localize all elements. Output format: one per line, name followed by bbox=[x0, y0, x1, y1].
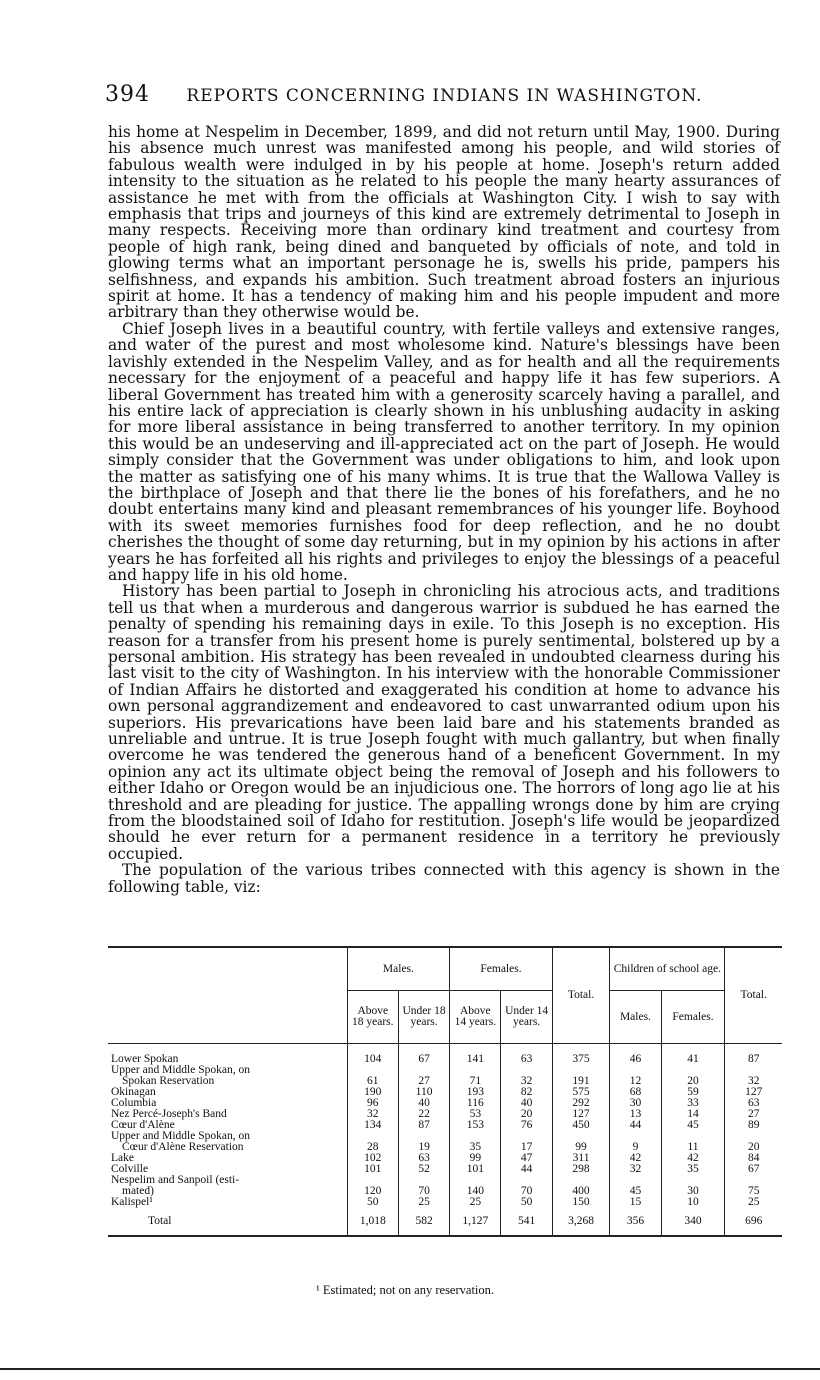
table-cell: 12 bbox=[610, 1076, 661, 1087]
table-cell: 42 bbox=[661, 1153, 725, 1164]
table-cell: 104 bbox=[347, 1044, 398, 1066]
table-cell: 89 bbox=[725, 1120, 782, 1131]
table-cell: 190 bbox=[347, 1087, 398, 1098]
table-cell: 59 bbox=[661, 1087, 725, 1098]
table-row bbox=[108, 1164, 782, 1175]
tribe-label: Nez Percé-Joseph's Band bbox=[111, 1109, 227, 1120]
tribe-label: Upper and Middle Spokan, on bbox=[111, 1065, 250, 1076]
table-cell: 141 bbox=[450, 1044, 501, 1066]
table-cell: 356 bbox=[610, 1208, 661, 1236]
tribe-label: Upper and Middle Spokan, on bbox=[111, 1131, 250, 1142]
table-cell: 50 bbox=[501, 1197, 552, 1208]
table-body bbox=[108, 1044, 782, 1237]
sub-header: Above 14 years. bbox=[450, 991, 501, 1044]
children-group-header: Children of school age. bbox=[610, 947, 725, 991]
table-cell: 25 bbox=[450, 1197, 501, 1208]
table-cell: 150 bbox=[552, 1197, 610, 1208]
table-cell: 30 bbox=[661, 1186, 725, 1197]
table-cell: 45 bbox=[610, 1186, 661, 1197]
table-cell: 127 bbox=[725, 1087, 782, 1098]
table-cell: 20 bbox=[661, 1076, 725, 1087]
table-cell: 27 bbox=[398, 1076, 449, 1087]
stub-header bbox=[108, 947, 347, 1044]
table-cell: 696 bbox=[725, 1208, 782, 1236]
table-cell: 120 bbox=[347, 1186, 398, 1197]
table-cell: 70 bbox=[501, 1186, 552, 1197]
table-cell: 30 bbox=[610, 1098, 661, 1109]
table-cell: 110 bbox=[398, 1087, 449, 1098]
running-header bbox=[105, 82, 795, 107]
table-cell: 52 bbox=[398, 1164, 449, 1175]
page-number: 394 bbox=[105, 82, 150, 107]
table-cell: 68 bbox=[610, 1087, 661, 1098]
tribe-label: Spokan Reservation bbox=[122, 1076, 215, 1087]
table-cell: 134 bbox=[347, 1120, 398, 1131]
sub-header: Above 18 years. bbox=[347, 991, 398, 1044]
table-cell: 298 bbox=[552, 1164, 610, 1175]
table-cell: 10 bbox=[661, 1197, 725, 1208]
bottom-rule bbox=[0, 1368, 820, 1370]
table-cell: 27 bbox=[725, 1109, 782, 1120]
table-cell: 575 bbox=[552, 1087, 610, 1098]
table-cell: 99 bbox=[552, 1142, 610, 1153]
tribe-label: Cœur d'Alène bbox=[111, 1120, 175, 1131]
paragraph: his home at Nespelim in December, 1899, and did not return until May, 1900. During his absence much unrest was manifested among his people, and wild stories of fabulous wealth were indulged in by his people at home. Joseph's return added intensity to the situation as he related to his people the many hearty assurances of assistance he met with from the officials at Washington City. I wish to say with emphasis that trips and journeys of this kind are extremely detrimental to Joseph in many respects. Receiving more than ordinary kind treatment and courtesy from people of high rank, being dined and banqueted by officials of note, and told in glowing terms what an important personage he is, swells his pride, pampers his selfishness, and expands his ambition. Such treatment abroad fosters an injurious spirit at home. It has a tendency of making him and his people impudent and more arbitrary than they otherwise would be. bbox=[108, 123, 780, 322]
total-row bbox=[108, 1208, 782, 1236]
table-cell: 13 bbox=[610, 1109, 661, 1120]
table-cell: 28 bbox=[347, 1142, 398, 1153]
table-cell: 9 bbox=[610, 1142, 661, 1153]
table-cell: 32 bbox=[725, 1076, 782, 1087]
table-cell: 75 bbox=[725, 1186, 782, 1197]
table-cell: 47 bbox=[501, 1153, 552, 1164]
table-cell: 53 bbox=[450, 1109, 501, 1120]
table-row bbox=[108, 1142, 782, 1153]
population-table bbox=[108, 946, 782, 1237]
body-text bbox=[108, 124, 780, 895]
sub-header: Males. bbox=[610, 991, 661, 1044]
total-header: Total. bbox=[552, 947, 610, 1044]
table-cell: 191 bbox=[552, 1076, 610, 1087]
sub-header: Under 14 years. bbox=[501, 991, 552, 1044]
table-cell: 45 bbox=[661, 1120, 725, 1131]
tribe-label: Colville bbox=[111, 1164, 149, 1175]
table-cell: 70 bbox=[398, 1186, 449, 1197]
table-cell: 67 bbox=[398, 1044, 449, 1066]
paragraph: The population of the various tribes connected with this agency is shown in the following table, viz: bbox=[108, 861, 780, 896]
table-cell: 102 bbox=[347, 1153, 398, 1164]
table-cell: 35 bbox=[450, 1142, 501, 1153]
table-cell: 340 bbox=[661, 1208, 725, 1236]
tribe-label: Nespelim and Sanpoil (esti- bbox=[111, 1175, 240, 1186]
table-cell: 44 bbox=[610, 1120, 661, 1131]
table-cell: 76 bbox=[501, 1120, 552, 1131]
tribe-label: Okinagan bbox=[111, 1087, 156, 1098]
table-row bbox=[108, 1076, 782, 1087]
table-cell: 82 bbox=[501, 1087, 552, 1098]
table-cell: 375 bbox=[552, 1044, 610, 1066]
table-cell: 153 bbox=[450, 1120, 501, 1131]
table-cell: 67 bbox=[725, 1164, 782, 1175]
total-label: Total bbox=[108, 1208, 347, 1236]
tribe-label: Kalispel¹ bbox=[111, 1197, 153, 1208]
table-cell: 61 bbox=[347, 1076, 398, 1087]
grand-total-header: Total. bbox=[725, 947, 782, 1044]
table-cell: 292 bbox=[552, 1098, 610, 1109]
table-cell: 42 bbox=[610, 1153, 661, 1164]
table-cell: 3,268 bbox=[552, 1208, 610, 1236]
tribe-label: Cœur d'Alène Reservation bbox=[122, 1142, 244, 1153]
table-row bbox=[108, 1131, 782, 1142]
males-group-header: Males. bbox=[347, 947, 450, 991]
table-cell: 400 bbox=[552, 1186, 610, 1197]
table-row bbox=[108, 1044, 782, 1066]
table-cell: 101 bbox=[347, 1164, 398, 1175]
table-row bbox=[108, 1153, 782, 1164]
table-row bbox=[108, 1197, 782, 1208]
table-cell: 44 bbox=[501, 1164, 552, 1175]
table-cell: 46 bbox=[610, 1044, 661, 1066]
table-cell: 311 bbox=[552, 1153, 610, 1164]
table-cell: 1,127 bbox=[450, 1208, 501, 1236]
table-cell: 63 bbox=[398, 1153, 449, 1164]
table-row bbox=[108, 1175, 782, 1186]
table-cell: 22 bbox=[398, 1109, 449, 1120]
table-cell: 87 bbox=[398, 1120, 449, 1131]
paragraph: History has been partial to Joseph in chronicling his atrocious acts, and traditions tell us that when a murderous and dangerous warrior is subdued he has earned the penalty of spending his remaining days in exile. To this Joseph is no exception. His reason for a transfer from his present home is purely sentimental, bolstered up by a personal ambition. His strategy has been revealed in undoubted clearness during his last visit to the city of Washington. In his interview with the honorable Commissioner of Indian Affairs he distorted and exaggerated his condition at home to advance his own personal aggrandizement and endeavored to cast unwarranted odium upon his superiors. His prevarications have been laid bare and his statements branded as unreliable and untrue. It is true Joseph fought with much gallantry, but when finally overcome he was tendered the generous hand of a beneficent Government. In my opinion any act its ultimate object being the removal of Joseph and his followers to either Idaho or Oregon would be an injudicious one. The horrors of long ago lie at his threshold and are pleading for justice. The appalling wrongs done by him are crying from the bloodstained soil of Idaho for restitution. Joseph's life would be jeopardized should he ever return for a permanent residence in a territory he previously occupied. bbox=[108, 582, 780, 863]
table-cell: 15 bbox=[610, 1197, 661, 1208]
table-cell: 63 bbox=[501, 1044, 552, 1066]
table-cell: 32 bbox=[347, 1109, 398, 1120]
table-row bbox=[108, 1098, 782, 1109]
females-group-header: Females. bbox=[450, 947, 553, 991]
table-cell: 14 bbox=[661, 1109, 725, 1120]
table-cell: 40 bbox=[398, 1098, 449, 1109]
table-cell: 19 bbox=[398, 1142, 449, 1153]
table-cell: 450 bbox=[552, 1120, 610, 1131]
tribe-label: Columbia bbox=[111, 1098, 157, 1109]
tribe-label: Lake bbox=[111, 1153, 134, 1164]
table-cell: 25 bbox=[398, 1197, 449, 1208]
paragraph: Chief Joseph lives in a beautiful country, with fertile valleys and extensive ranges, and water of the purest and most wholesome kind. Nature's blessings have been lavishly extended in the Nespelim Valley, and as for health and all the requirements necessary for the enjoyment of a peaceful and happy life it has few superiors. A liberal Government has treated him with a generosity scarcely having a parallel, and his entire lack of appreciation is clearly shown in his unblushing audacity in asking for more liberal assistance in being transferred to another territory. In my opinion this would be an undeserving and ill-appreciated act on the part of Joseph. He would simply consider that the Government was under obligations to him, and look upon the matter as satisfying one of his many whims. It is true that the Wallowa Valley is the birthplace of Joseph and that there lie the bones of his forefathers, and he no doubt entertains many kind and pleasant remembrances of his younger life. Boyhood with its sweet memories furnishes food for deep reflection, and he no doubt cherishes the thought of some day returning, but in my opinion by his actions in after years he has forfeited all his rights and privileges to enjoy the blessings of a peaceful and happy life in his old home. bbox=[108, 319, 780, 584]
table-cell: 35 bbox=[661, 1164, 725, 1175]
table-cell: 582 bbox=[398, 1208, 449, 1236]
table-cell: 50 bbox=[347, 1197, 398, 1208]
table-row bbox=[108, 1186, 782, 1197]
table-cell: 25 bbox=[725, 1197, 782, 1208]
table-row bbox=[108, 1065, 782, 1076]
table-cell: 127 bbox=[552, 1109, 610, 1120]
table-cell: 116 bbox=[450, 1098, 501, 1109]
table-cell: 17 bbox=[501, 1142, 552, 1153]
table-cell: 20 bbox=[725, 1142, 782, 1153]
table-row bbox=[108, 1120, 782, 1131]
running-title: REPORTS CONCERNING INDIANS IN WASHINGTON. bbox=[186, 86, 703, 106]
table-cell: 63 bbox=[725, 1098, 782, 1109]
tribe-label: Lower Spokan bbox=[111, 1053, 179, 1065]
table-row bbox=[108, 1109, 782, 1120]
footnote: ¹ Estimated; not on any reservation. bbox=[316, 1283, 495, 1297]
table-cell: 101 bbox=[450, 1164, 501, 1175]
table-cell: 140 bbox=[450, 1186, 501, 1197]
table-cell: 96 bbox=[347, 1098, 398, 1109]
sub-header: Under 18 years. bbox=[398, 991, 449, 1044]
tribe-label: mated) bbox=[122, 1186, 154, 1197]
sub-header: Females. bbox=[661, 991, 725, 1044]
table-cell: 41 bbox=[661, 1044, 725, 1066]
table-cell: 32 bbox=[610, 1164, 661, 1175]
table-cell: 84 bbox=[725, 1153, 782, 1164]
table-cell: 87 bbox=[725, 1044, 782, 1066]
table-cell: 32 bbox=[501, 1076, 552, 1087]
table-cell: 541 bbox=[501, 1208, 552, 1236]
table-cell: 33 bbox=[661, 1098, 725, 1109]
table-cell: 1,018 bbox=[347, 1208, 398, 1236]
table-cell: 99 bbox=[450, 1153, 501, 1164]
table-cell: 71 bbox=[450, 1076, 501, 1087]
table-cell: 193 bbox=[450, 1087, 501, 1098]
table-row bbox=[108, 1087, 782, 1098]
table-cell: 20 bbox=[501, 1109, 552, 1120]
table-cell: 11 bbox=[661, 1142, 725, 1153]
table-cell: 40 bbox=[501, 1098, 552, 1109]
